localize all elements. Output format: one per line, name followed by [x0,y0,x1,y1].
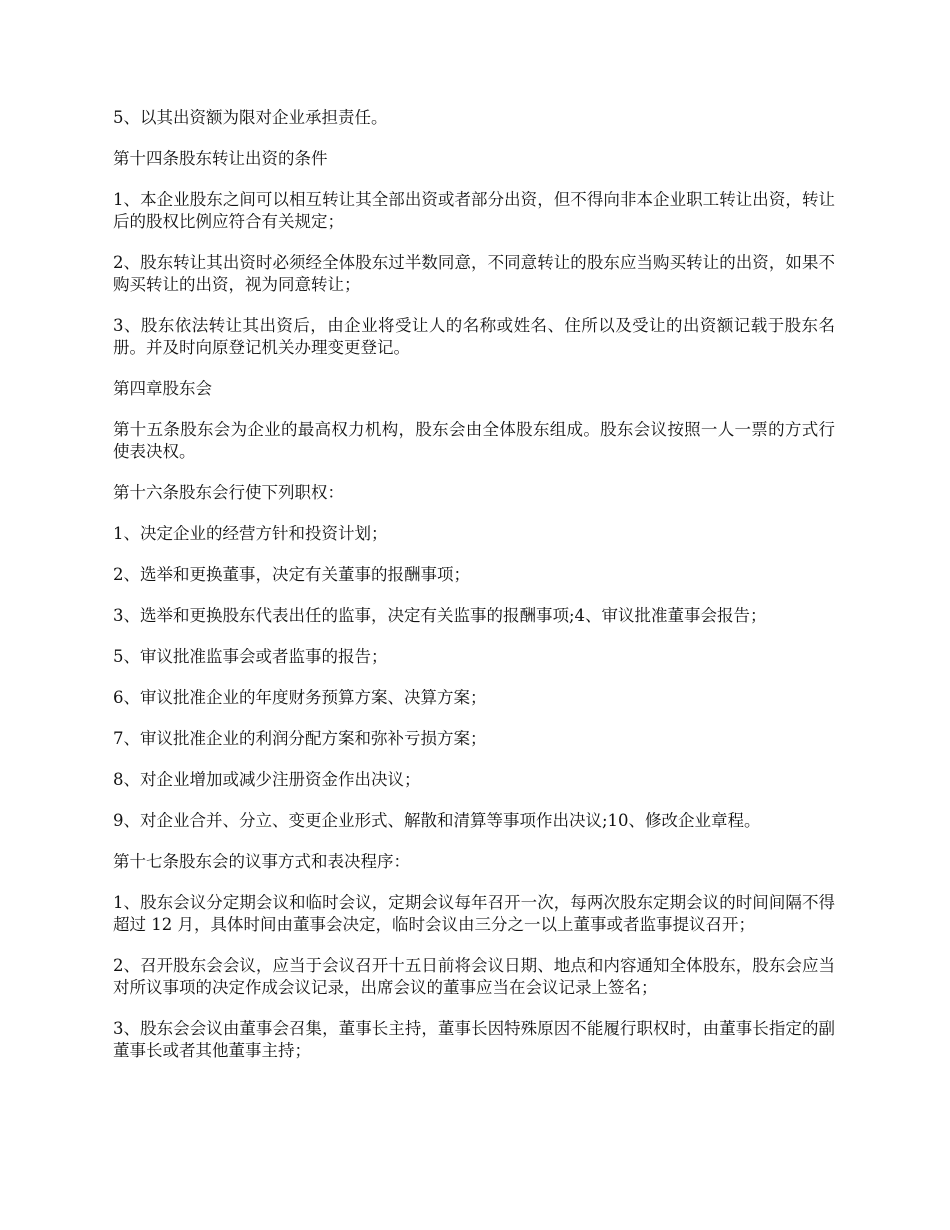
article-14-item-2: 2、股东转让其出资时必须经全体股东过半数同意，不同意转让的股东应当购买转让的出资，如果不购买转让的出资，视为同意转让； [113,253,835,294]
article-14-item-1: 1、本企业股东之间可以相互转让其全部出资或者部分出资，但不得向非本企业职工转让出资，转让后的股权比例应符合有关规定； [113,190,835,231]
article-14-item-3: 3、股东依法转让其出资后，由企业将受让人的名称或姓名、住所以及受让的出资额记载于股东名册。并及时向原登记机关办理变更登记。 [113,316,835,357]
article-17-item-3: 3、股东会会议由董事会召集，董事长主持，董事长因特殊原因不能履行职权时，由董事长指定的副董事长或者其他董事主持； [113,1019,835,1060]
article-16-heading: 第十六条股东会行使下列职权： [113,483,344,502]
article-17-item-1: 1、股东会议分定期会议和临时会议，定期会议每年召开一次，每两次股东定期会议的时间间隔不得超过 12 月，具体时间由董事会决定，临时会议由三分之一以上董事或者监事提议召开； [113,893,835,934]
article-17-item-2: 2、召开股东会会议，应当于会议召开十五日前将会议日期、地点和内容通知全体股东，股东会应当对所议事项的决定作成会议记录，出席会议的董事应当在会议记录上签名； [113,956,835,997]
article-16-item-2: 2、选举和更换董事，决定有关董事的报酬事项； [113,565,470,584]
article-16-item-1: 1、决定企业的经营方针和投资计划； [113,524,388,543]
article-15-text: 第十五条股东会为企业的最高权力机构，股东会由全体股东组成。股东会议按照一人一票的方式行使表决权。 [113,420,835,461]
article-14-heading: 第十四条股东转让出资的条件 [113,149,328,168]
article-16-item-7: 7、审议批准企业的利润分配方案和弥补亏损方案； [113,729,487,748]
article-17-heading: 第十七条股东会的议事方式和表决程序： [113,852,410,871]
article-16-item-5: 5、审议批准监事会或者监事的报告； [113,647,388,666]
article-16-item-6: 6、审议批准企业的年度财务预算方案、决算方案； [113,688,487,707]
article-16-item-9-10: 9、对企业合并、分立、变更企业形式、解散和清算等事项作出决议;10、修改企业章程。 [113,811,761,830]
article-16-item-3-4: 3、选举和更换股东代表出任的监事，决定有关监事的报酬事项;4、审议批准董事会报告； [113,606,767,625]
document-page [113,107,835,1081]
list-item-5-liability: 5、以其出资额为限对企业承担责任。 [113,108,388,127]
article-16-item-8: 8、对企业增加或减少注册资金作出决议； [113,770,421,789]
chapter-4-heading: 第四章股东会 [113,379,212,398]
